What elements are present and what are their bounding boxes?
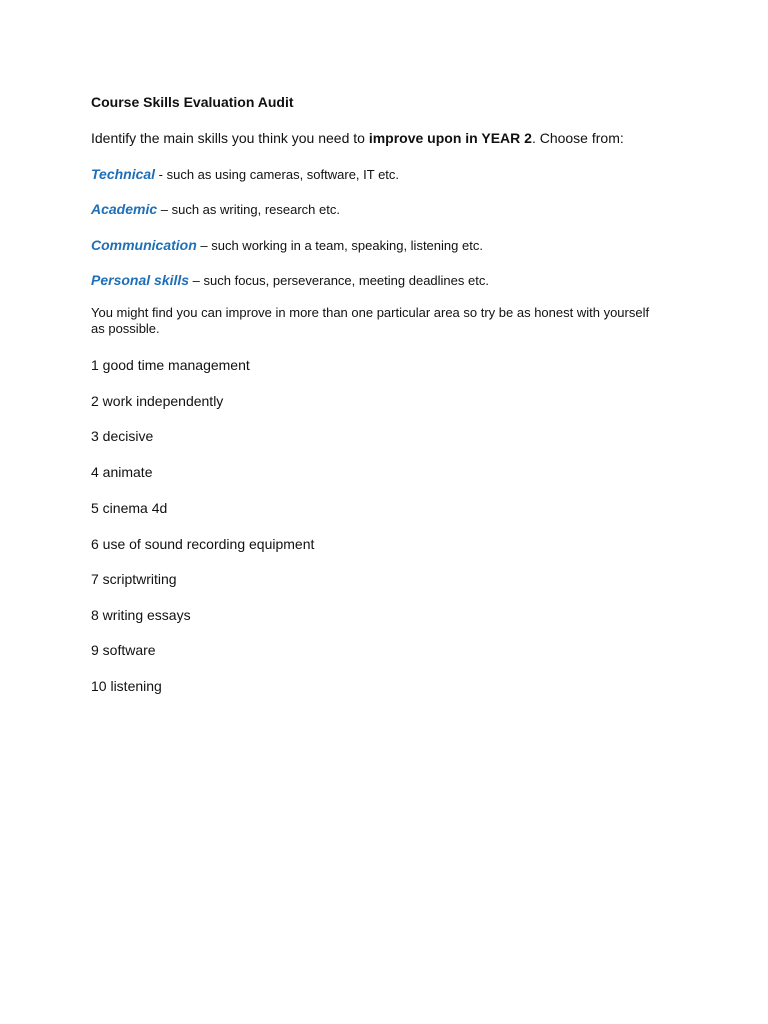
document-page bbox=[91, 93, 691, 694]
document-title: Course Skills Evaluation Audit bbox=[91, 94, 294, 110]
intro-prefix: Identify the main skills you think you need to bbox=[91, 130, 369, 146]
list-item: 6 use of sound recording equipment bbox=[91, 536, 315, 552]
list-item: 5 cinema 4d bbox=[91, 500, 168, 516]
intro-suffix: . Choose from: bbox=[531, 130, 624, 146]
list-item: 9 software bbox=[91, 642, 156, 658]
list-item: 1 good time management bbox=[91, 357, 250, 373]
intro-text bbox=[91, 129, 624, 147]
category-personal-skills bbox=[91, 271, 489, 290]
category-name: Academic bbox=[91, 201, 158, 217]
list-item: 2 work independently bbox=[91, 393, 224, 409]
category-desc: – such focus, perseverance, meeting deadlines etc. bbox=[189, 273, 489, 288]
category-technical bbox=[91, 165, 399, 184]
category-desc: – such working in a team, speaking, listening etc. bbox=[196, 238, 483, 253]
honesty-note: You might find you can improve in more than one particular area so try be as honest with yourself as possible. bbox=[91, 305, 650, 336]
list-item: 4 animate bbox=[91, 464, 153, 480]
intro-bold: improve upon in YEAR 2 bbox=[368, 130, 532, 146]
category-name: Technical bbox=[91, 166, 156, 182]
category-name: Personal skills bbox=[91, 272, 190, 288]
category-name: Communication bbox=[91, 237, 197, 253]
list-item: 3 decisive bbox=[91, 428, 154, 444]
category-academic bbox=[91, 200, 340, 219]
list-item: 7 scriptwriting bbox=[91, 571, 177, 587]
category-communication bbox=[91, 236, 483, 255]
category-desc: – such as writing, research etc. bbox=[157, 202, 340, 217]
list-item: 8 writing essays bbox=[91, 607, 191, 623]
list-item: 10 listening bbox=[91, 678, 162, 694]
category-desc: - such as using cameras, software, IT etc. bbox=[155, 167, 400, 182]
